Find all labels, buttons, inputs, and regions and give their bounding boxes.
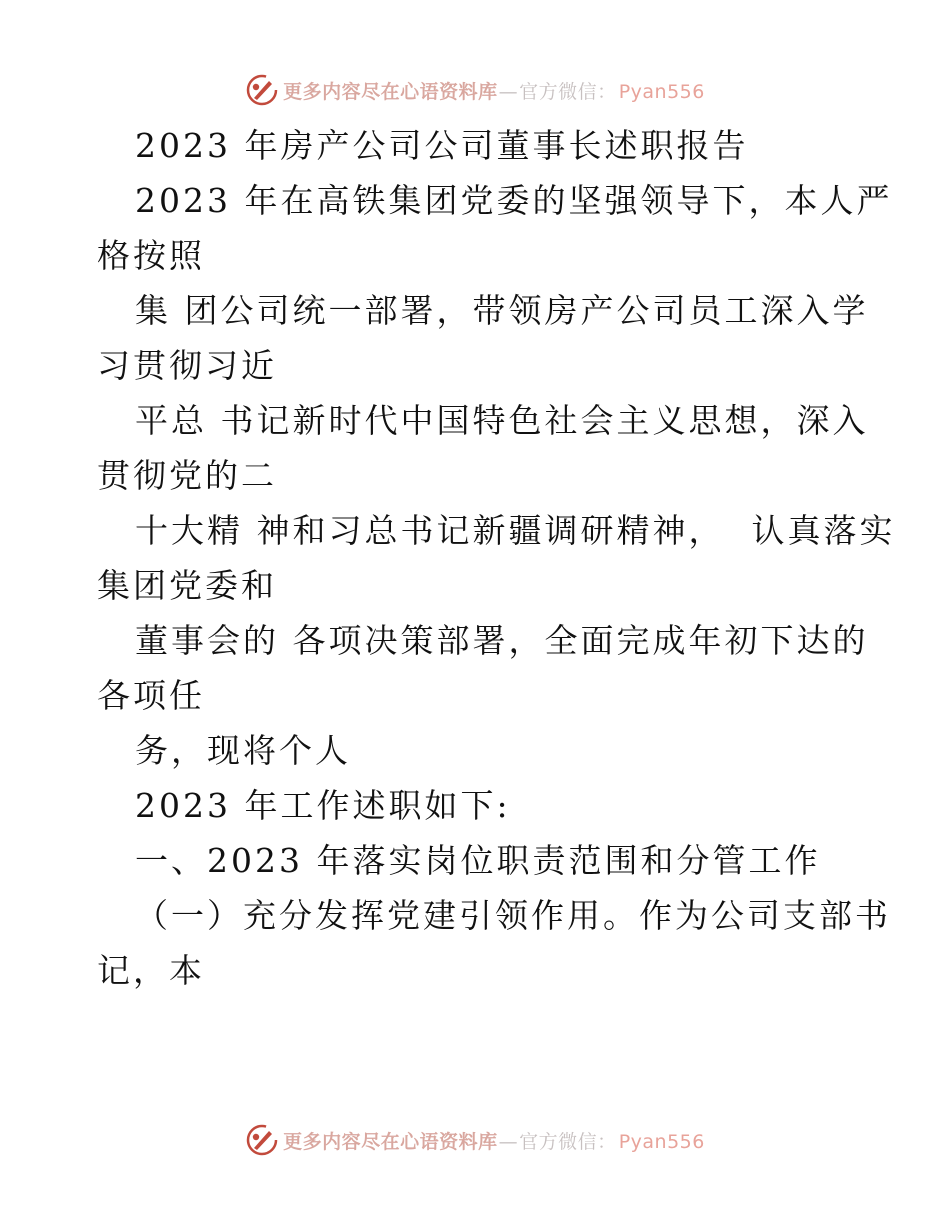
subsection-heading: （一）充分发挥党建引领作用。作为公司支部书	[135, 896, 891, 935]
paragraph-line: 格按照	[97, 236, 205, 275]
brand-logo-icon	[245, 73, 279, 107]
paragraph-line: 2023 年在高铁集团党委的坚强领导下，本人严	[135, 181, 893, 220]
paragraph-line: 董事会的 各项决策部署，全面完成年初下达的	[135, 621, 869, 660]
paragraph-line: 2023 年工作述职如下:	[135, 786, 511, 825]
paragraph-line: 记，本	[97, 951, 205, 990]
watermark-dash: —	[498, 1130, 519, 1153]
paragraph-line: 集 团公司统一部署，带领房产公司员工深入学	[135, 291, 869, 330]
brand-logo-icon	[245, 1123, 279, 1157]
watermark-wechat-id: Pyan556	[618, 80, 705, 103]
watermark-banner-top	[0, 70, 950, 110]
paragraph-line: 各项任	[97, 676, 205, 715]
document-body	[97, 118, 896, 998]
watermark-main-text: 更多内容尽在心语资料库	[283, 80, 498, 103]
section-heading: 一、2023 年落实岗位职责范围和分管工作	[135, 841, 821, 880]
watermark-label: 官方微信：	[519, 1130, 617, 1153]
document-title: 2023 年房产公司公司董事长述职报告	[135, 126, 749, 165]
paragraph-line: 平总 书记新时代中国特色社会主义思想，深入	[135, 401, 869, 440]
paragraph-line: 习贯彻习近	[97, 346, 277, 385]
watermark-label: 官方微信：	[519, 80, 617, 103]
paragraph-line: 贯彻党的二	[97, 456, 277, 495]
paragraph-line: 十大精 神和习总书记新疆调研精神， 认真落实	[135, 511, 896, 550]
paragraph-line: 务，现将个人	[135, 731, 351, 770]
paragraph-line: 集团党委和	[97, 566, 277, 605]
watermark-wechat-id: Pyan556	[618, 1130, 705, 1153]
watermark-dash: —	[498, 80, 519, 103]
watermark-banner-bottom	[0, 1120, 950, 1160]
watermark-main-text: 更多内容尽在心语资料库	[283, 1130, 498, 1153]
